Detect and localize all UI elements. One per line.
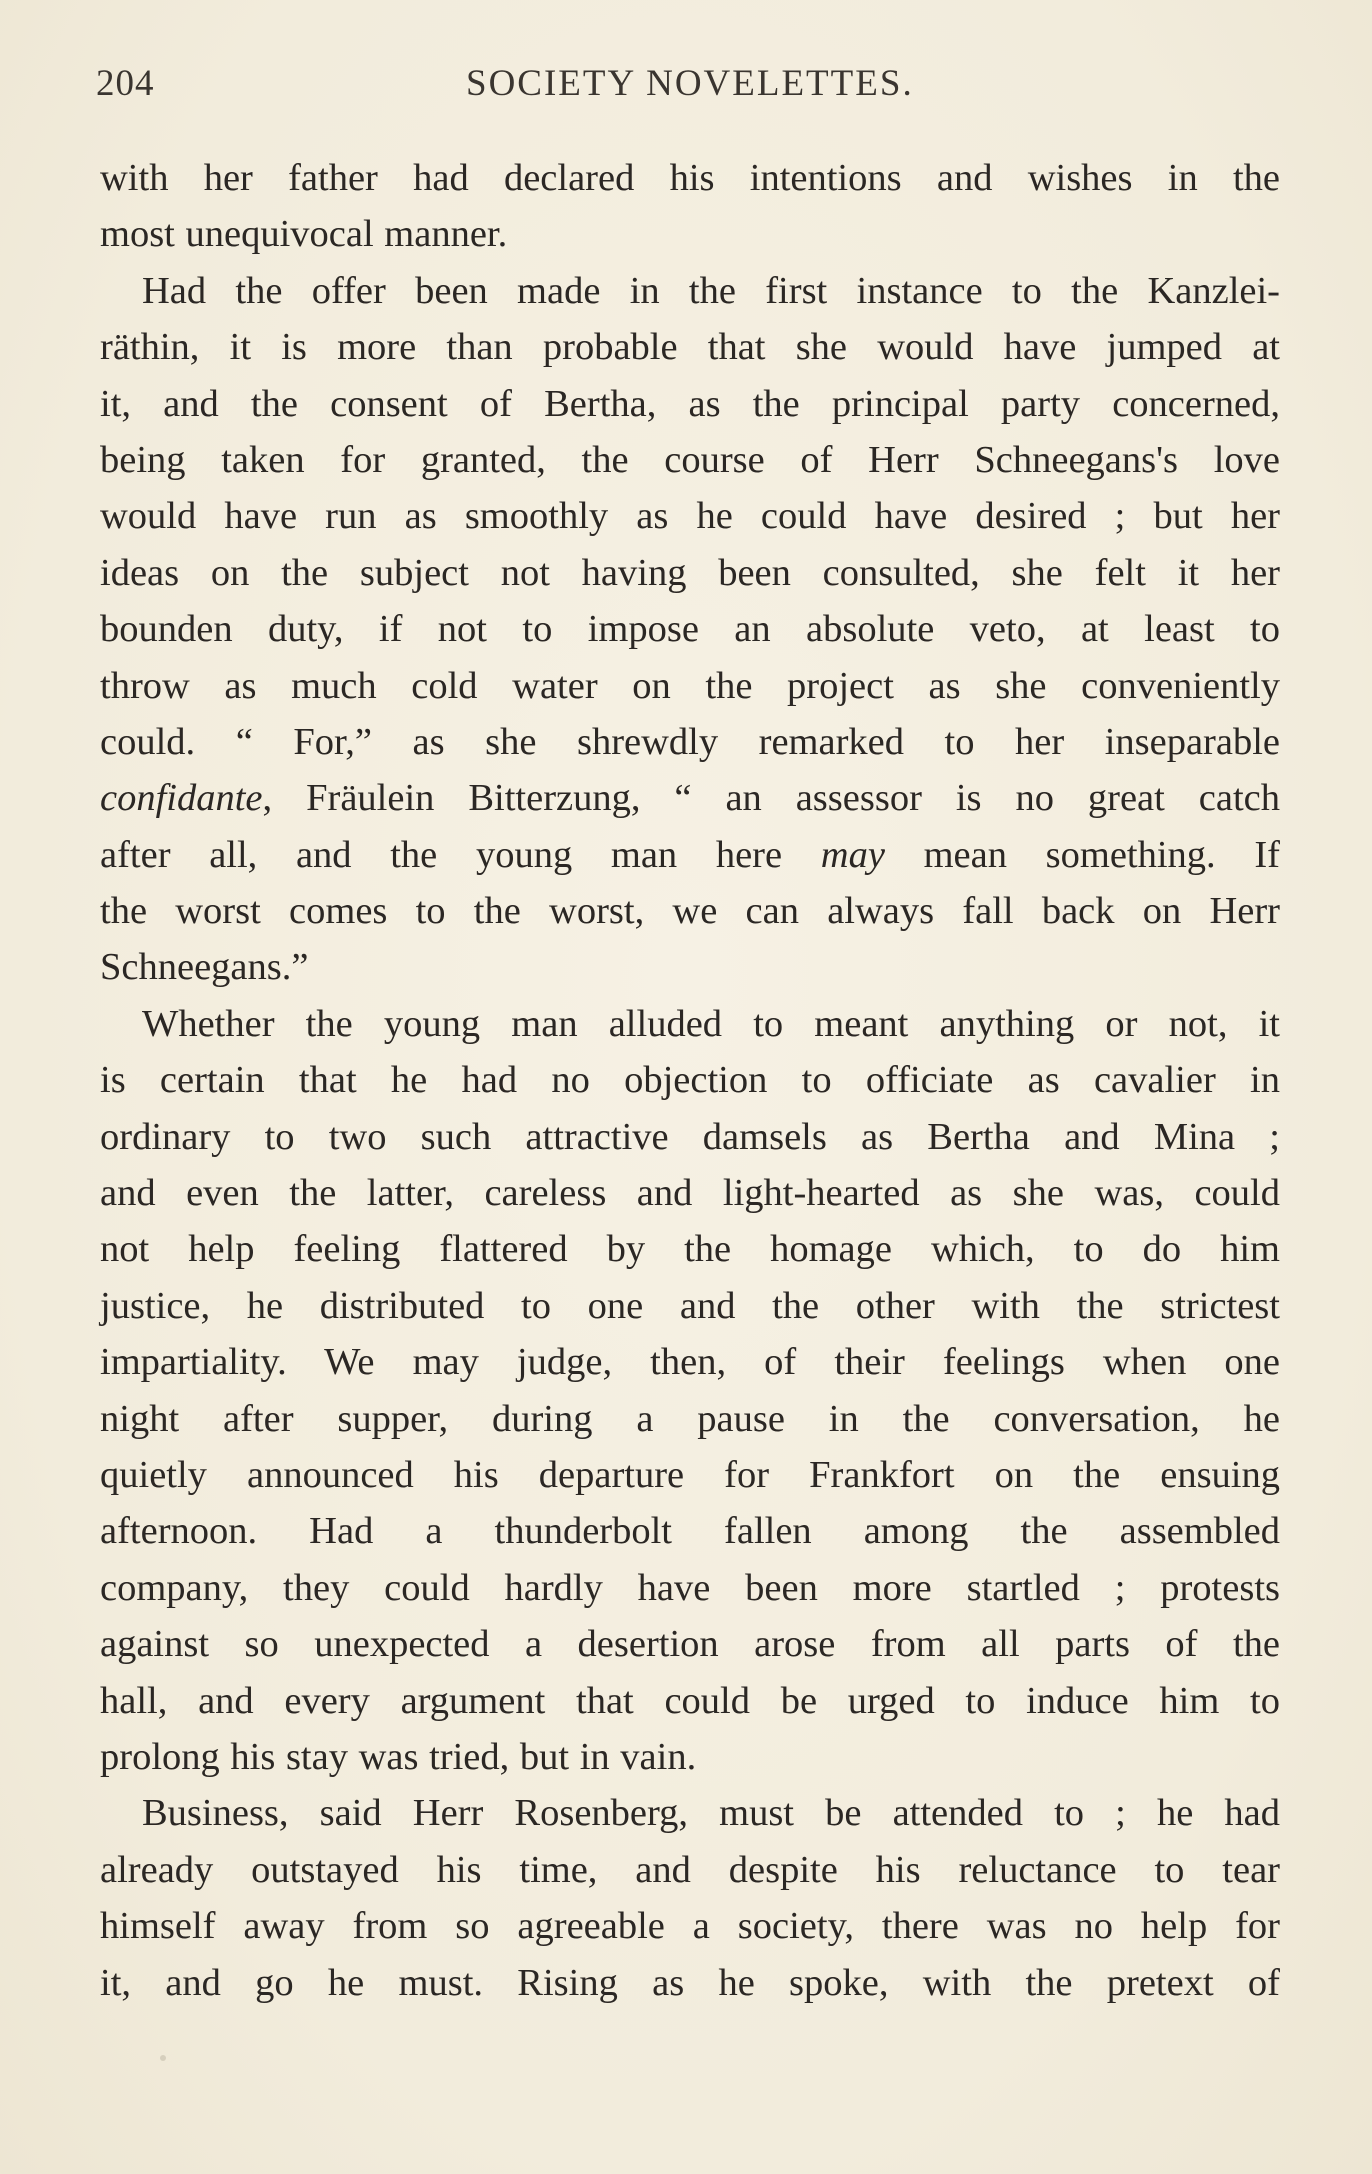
text-line: Whether the young man alluded to meant anything or not, it xyxy=(142,1002,1280,1045)
text-line: räthin, it is more than probable that she would have jumped at xyxy=(100,326,1280,369)
text-line: impartiality. We may judge, then, of their feelings when one xyxy=(100,1341,1280,1384)
text-line: Had the offer been made in the first instance to the Kanzlei- xyxy=(142,269,1280,312)
text-line: is certain that he had no objection to officiate as cavalier in xyxy=(100,1059,1280,1102)
paper-speck xyxy=(160,2055,166,2061)
text-line: being taken for granted, the course of Herr Schneegans's love xyxy=(100,438,1280,481)
text-line: most unequivocal manner. xyxy=(100,213,508,256)
text-line: it, and go he must. Rising as he spoke, with the pretext of xyxy=(100,1961,1280,2004)
text-line: justice, he distributed to one and the other with the strictest xyxy=(100,1284,1280,1327)
text-line: bounden duty, if not to impose an absolute veto, at least to xyxy=(100,608,1280,651)
text-line: against so unexpected a desertion arose from all parts of the xyxy=(100,1623,1280,1666)
page-number: 204 xyxy=(96,63,155,104)
text-line: ordinary to two such attractive damsels as Bertha and Mina ; xyxy=(100,1115,1280,1158)
text-line: could. “ For,” as she shrewdly remarked to her inseparable xyxy=(100,720,1280,763)
text-line: throw as much cold water on the project as she conveniently xyxy=(100,664,1280,707)
text-line: Business, said Herr Rosenberg, must be attended to ; he had xyxy=(142,1792,1280,1835)
body-text xyxy=(100,150,1280,2011)
text-line: confidante, Fräulein Bitterzung, “ an assessor is no great catch xyxy=(100,777,1280,820)
text-line: night after supper, during a pause in the conversation, he xyxy=(100,1397,1280,1440)
text-line: quietly announced his departure for Frankfort on the ensuing xyxy=(100,1453,1280,1496)
text-line: would have run as smoothly as he could have desired ; but her xyxy=(100,495,1280,538)
text-line: himself away from so agreeable a society, there was no help for xyxy=(100,1905,1280,1948)
text-line: hall, and every argument that could be urged to induce him to xyxy=(100,1679,1280,1722)
text-line: the worst comes to the worst, we can always fall back on Herr xyxy=(100,890,1280,933)
running-title: SOCIETY NOVELETTES. xyxy=(466,63,914,104)
text-line: already outstayed his time, and despite his reluctance to tear xyxy=(100,1848,1280,1891)
text-line: Schneegans.” xyxy=(100,946,309,989)
text-line: after all, and the young man here may mean something. If xyxy=(100,833,1280,876)
text-line: it, and the consent of Bertha, as the principal party concerned, xyxy=(100,382,1280,425)
text-line: prolong his stay was tried, but in vain. xyxy=(100,1735,697,1778)
text-line: and even the latter, careless and light-hearted as she was, could xyxy=(100,1172,1280,1215)
text-line: company, they could hardly have been more startled ; protests xyxy=(100,1566,1280,1609)
text-line: ideas on the subject not having been consulted, she felt it her xyxy=(100,551,1280,594)
text-line: afternoon. Had a thunderbolt fallen among the assembled xyxy=(100,1510,1280,1553)
text-line: not help feeling flattered by the homage which, to do him xyxy=(100,1228,1280,1271)
running-head xyxy=(96,62,1276,114)
text-line: with her father had declared his intentions and wishes in the xyxy=(100,157,1280,199)
